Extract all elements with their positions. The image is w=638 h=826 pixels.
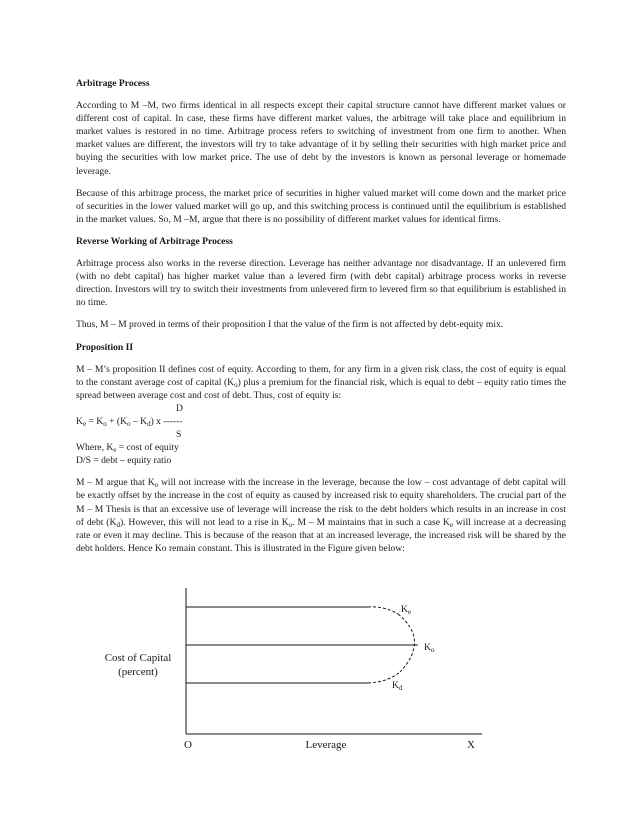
ds-definition: D/S = debt – equity ratio <box>76 455 172 467</box>
x-axis-label: Leverage <box>305 739 347 751</box>
paragraph-arbitrage-2: Because of this arbitrage process, the market price of securities in higher valued market will come down and the market price of securities in the lower valued market will go up, and this switching process is continued until the equilibrium is established in the market values. So, M –M, argue that there is no possibility of different market values for identical firms. <box>76 187 566 225</box>
ko-dashed-arc <box>398 614 415 672</box>
heading-proposition-ii: Proposition II <box>76 341 134 353</box>
heading-reverse-working: Reverse Working of Arbitrage Process <box>76 235 233 247</box>
formula-main: $K_e = K_o + (K_o - K_d)$ x ------ <box>76 415 183 428</box>
origin-label: O <box>184 739 192 751</box>
label-ke: $K_e$ <box>401 604 412 616</box>
x-axis-end-label: X <box>467 739 475 751</box>
paragraph-reverse-2: Thus, M – M proved in terms of their proposition I that the value of the firm is not affected by debt-equity mix. <box>76 319 504 331</box>
label-ko: $K_o$ <box>424 642 435 654</box>
y-axis-label-line2: (percent) <box>118 666 158 678</box>
y-axis-label-line1: Cost of Capital <box>104 652 172 664</box>
paragraph-prop2-closing: M – M argue that $K_o$ will not increase with the increase in the leverage, because the low – cost advantage of debt capital will be exactly offset by the increase in the cost of equity as caused by increased risk to equity shareholders. The crucial part of the M – M Thesis is that an excessive use of leverage will increase the risk to the debt holders which results in an increase in cost of debt $(K_d)$. However, this will not lead to a rise in $K_o$. M – M maintains that in such a case $K_e$ will increase at a decreasing rate or even it may decline. This is because of the reason that at an increased leverage, the increased risk will be shared by the debt holders. Hence Ko remain constant. This is illustrated in the Figure given below: <box>76 477 566 554</box>
paragraph-reverse-1: Arbitrage process also works in the reverse direction. Leverage has neither advantage nor disadvantage. If an unlevered firm (with no debt capital) has higher market value than a levered firm (with debt capital) arbitrage process works in reverse direction. Investors will try to switch their investments from unlevered firm to levered firm so that equilibrium is established in no time. <box>76 258 566 309</box>
paragraph-prop2-intro: M – M’s proposition II defines cost of equity. According to them, for any firm in a given risk class, the cost of equity is equal to the constant average cost of capital $(K_o)$ plus a premium for the financial risk, which is equal to debt – equity ratio times the spread between average cost and cost of debt. Thus, cost of equity is: <box>76 363 566 401</box>
heading-arbitrage-process: Arbitrage Process <box>76 78 150 89</box>
paragraph-arbitrage-1: According to M –M, two firms identical in all respects except their capital structure cannot have different market values or different cost of capital. In case, these firms have different market values, the arbitrage will take place and equilibrium in market values is restored in no time. Arbitrage process refers to switching of investment from one firm to another. When market values are different, the investors will try to take advantage of it by selling their securities with high market price and buying the securities with low market price. The use of debt by the investors is known as personal leverage or homemade leverage. <box>76 100 566 177</box>
label-kd: $K_d$ <box>392 680 403 692</box>
formula-numerator: D <box>176 402 183 414</box>
ke-dashed-curve <box>368 607 398 614</box>
where-definition: Where, $K_e = \cos t$ of equity <box>76 442 179 455</box>
formula-denominator: S <box>176 429 182 441</box>
